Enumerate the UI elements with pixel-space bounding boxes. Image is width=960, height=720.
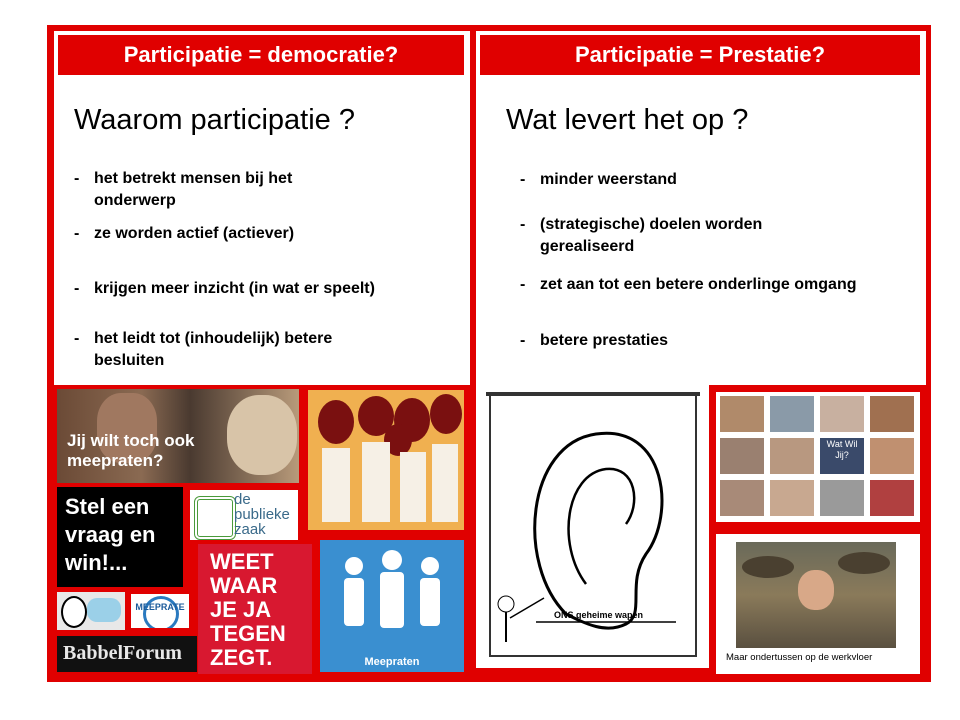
publieke-zaak-logo bbox=[190, 490, 298, 540]
left-bullet: - krijgen meer inzicht (in wat er speelt) bbox=[74, 280, 375, 297]
headscarf-image bbox=[227, 395, 297, 475]
face-photo bbox=[720, 438, 764, 474]
left-question: Waarom participatie ? bbox=[74, 104, 355, 136]
right-bullet: - zet aan tot een betere onderlinge omgang bbox=[520, 276, 857, 293]
right-header: Participatie = Prestatie? bbox=[480, 35, 920, 75]
ear-drawing-image bbox=[476, 384, 709, 668]
face-photo bbox=[820, 480, 864, 516]
ear-caption: ONS geheime wapen bbox=[554, 610, 644, 620]
left-header: Participatie = democratie? bbox=[58, 35, 464, 75]
babbelforum-text: BabbelForum bbox=[63, 642, 182, 664]
face-photo bbox=[870, 438, 914, 474]
left-bullet: - ze worden actief (actiever) bbox=[74, 225, 295, 242]
meeprate-circle-icon bbox=[143, 596, 179, 628]
meepraten-sign-text: Meepraten bbox=[364, 656, 420, 668]
meepraten-photo bbox=[57, 389, 299, 483]
wat-wil-jij-text: Wat Wil Jij? bbox=[826, 439, 858, 460]
stel-een-vraag-banner bbox=[57, 487, 183, 587]
speaker-face-icon bbox=[61, 596, 87, 628]
faces-grid bbox=[716, 392, 920, 522]
right-question: Wat levert het op ? bbox=[506, 104, 749, 136]
meepraten-sign bbox=[320, 540, 464, 672]
drill-sergeants-image bbox=[736, 542, 896, 648]
ear-cartoon bbox=[476, 384, 709, 668]
mouths-figures-image bbox=[308, 390, 464, 530]
campaign-hat-icon bbox=[838, 552, 890, 574]
face-photo bbox=[870, 480, 914, 516]
mouths-illustration bbox=[308, 390, 464, 530]
weet-waar-poster bbox=[198, 544, 312, 674]
weet-waar-text: WEET WAAR JE JA TEGEN ZEGT. bbox=[210, 549, 286, 670]
campaign-hat-icon bbox=[742, 556, 794, 578]
cartoon-icon bbox=[57, 592, 125, 630]
stel-een-vraag-text: Stel een vraag en win!... bbox=[65, 494, 156, 575]
right-bullet: - minder weerstand bbox=[520, 171, 677, 188]
face-photo bbox=[770, 438, 814, 474]
left-bullet: - het leidt tot (inhoudelijk) betere besluiten bbox=[74, 330, 333, 369]
werkvloer-photo bbox=[716, 534, 920, 674]
face-photo bbox=[720, 396, 764, 432]
publieke-zaak-text: de publieke zaak bbox=[234, 491, 290, 538]
speech-bubble-icon bbox=[87, 598, 121, 622]
left-bullet: - het betrekt mensen bij het onderwerp bbox=[74, 170, 293, 209]
werkvloer-caption: Maar ondertussen op de werkvloer bbox=[726, 652, 873, 663]
wat-wil-jij-tile bbox=[820, 438, 864, 474]
face-photo bbox=[820, 396, 864, 432]
face-photo bbox=[770, 480, 814, 516]
right-bullet: - (strategische) doelen worden gerealiseerd bbox=[520, 216, 763, 255]
face-photo bbox=[770, 396, 814, 432]
right-bullet: - betere prestaties bbox=[520, 332, 669, 349]
babbelforum-logo bbox=[57, 636, 197, 672]
publieke-zaak-mark-icon bbox=[194, 496, 236, 540]
face-photo bbox=[870, 396, 914, 432]
meepraten-photo-text: Jij wilt toch ook meepraten? bbox=[67, 431, 195, 470]
meeprate-logo bbox=[131, 594, 189, 628]
people-icon bbox=[320, 540, 464, 650]
recruit-face-icon bbox=[798, 570, 834, 610]
meeprate-text: MEEPRATE bbox=[135, 602, 185, 612]
face-photo bbox=[720, 480, 764, 516]
